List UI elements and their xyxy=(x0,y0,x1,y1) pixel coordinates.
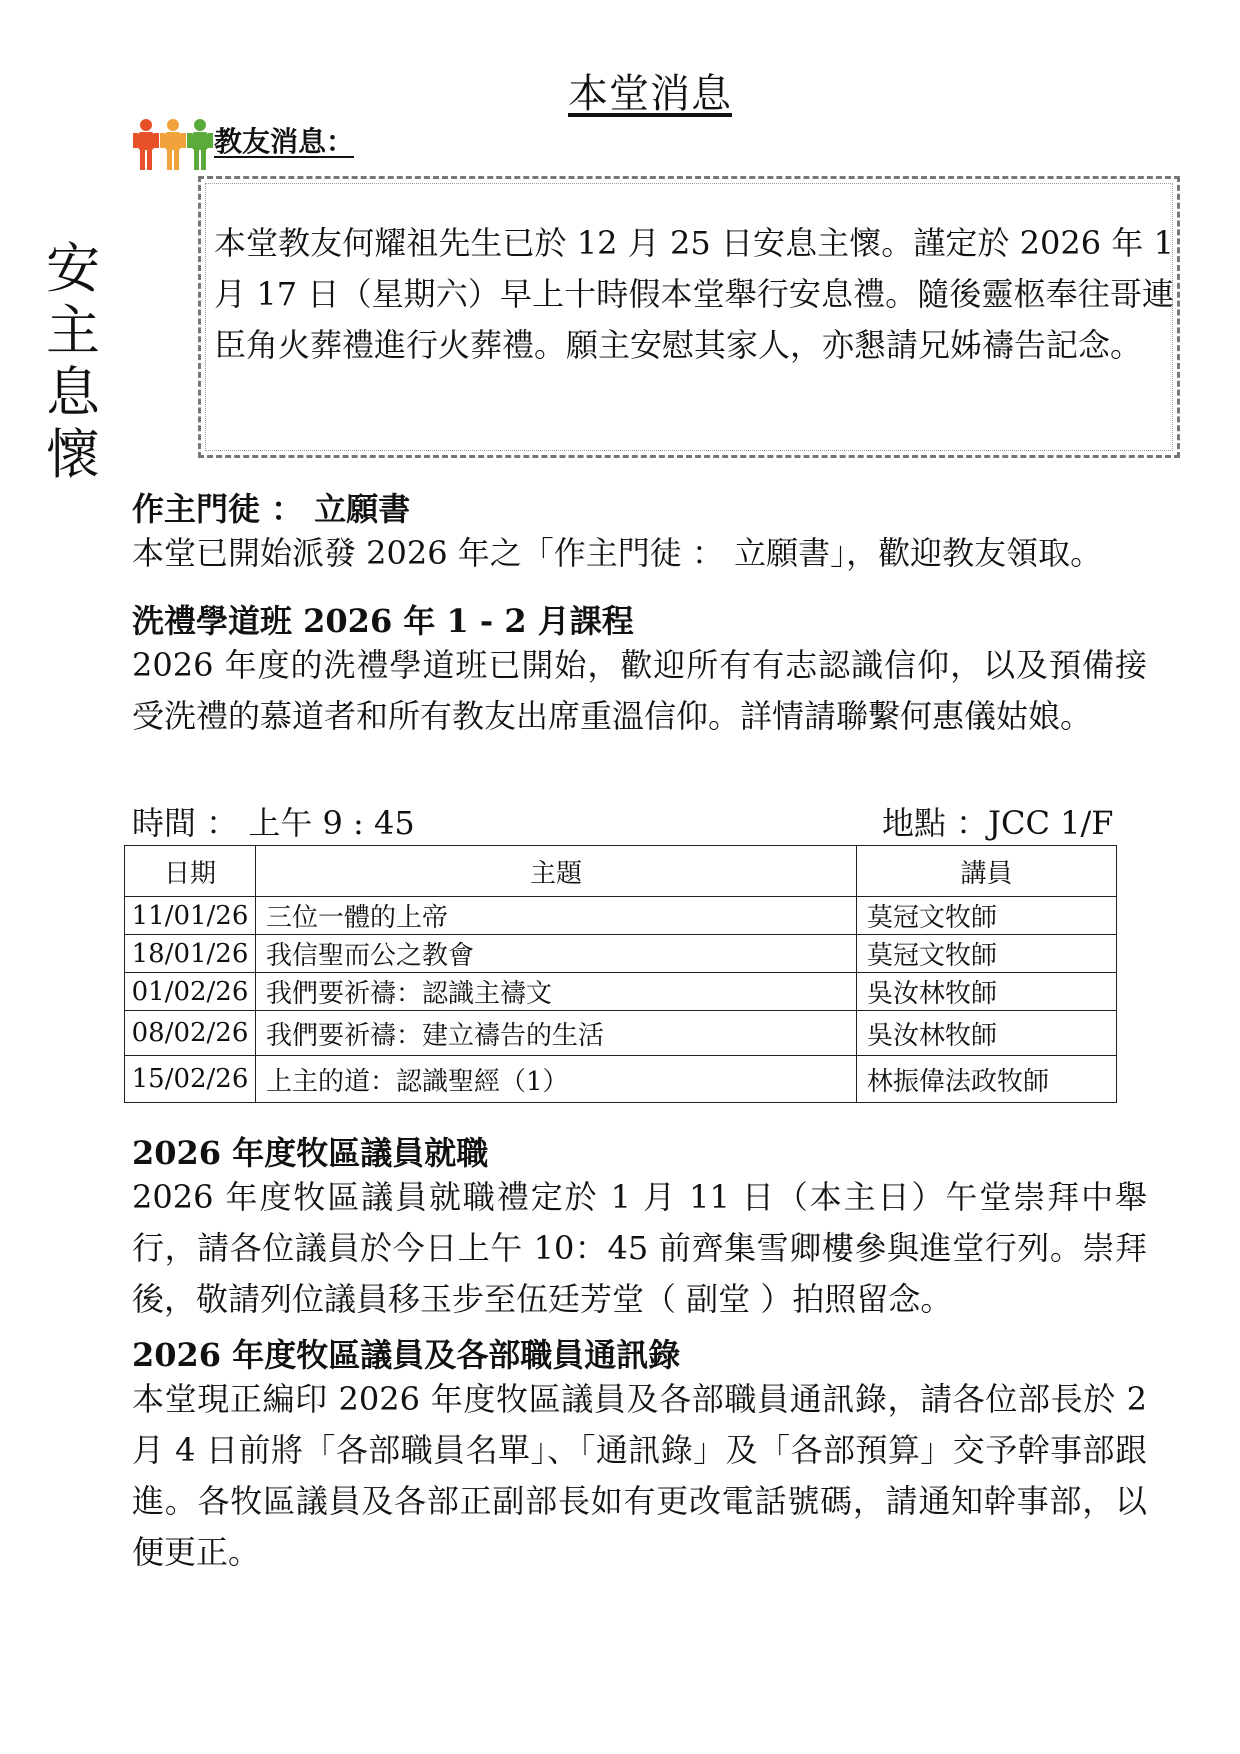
table-header-row xyxy=(125,846,1117,897)
table-row xyxy=(125,935,1117,973)
table-row xyxy=(125,1056,1117,1103)
cell-date: 01/02/26 xyxy=(125,973,256,1011)
class-location: 地點 ：JCC 1/F xyxy=(882,804,1114,842)
cell-speaker: 莫冠文牧師 xyxy=(857,897,1117,935)
page-title: 本堂消息 xyxy=(568,71,732,117)
cell-topic: 我們要祈禱：建立禱告的生活 xyxy=(256,1011,857,1056)
baptism-text: 2026 年度的洗禮學道班已開始，歡迎所有有志認識信仰，以及預備接受洗禮的慕道者和所有教友出席重溫信仰。詳情請聯繫何惠儀姑娘。 xyxy=(132,646,1147,735)
cell-date: 11/01/26 xyxy=(125,897,256,935)
cell-speaker: 莫冠文牧師 xyxy=(857,935,1117,973)
cell-topic: 三位一體的上帝 xyxy=(256,897,857,935)
cell-topic: 上主的道：認識聖經（1） xyxy=(256,1056,857,1103)
cell-speaker: 吳汝林牧師 xyxy=(857,1011,1117,1056)
cell-topic: 我信聖而公之教會 xyxy=(256,935,857,973)
table-row xyxy=(125,1011,1117,1056)
installation-text: 2026 年度牧區議員就職禮定於 1 月 11 日（本主日）午堂崇拜中舉行，請各位議員於今日上午 10：45 前齊集雪卿樓參與進堂行列。崇拜後，敬請列位議員移玉步至伍廷芳堂（ 副堂 ）拍照留念。 xyxy=(132,1178,1147,1318)
cell-date: 18/01/26 xyxy=(125,935,256,973)
table-row xyxy=(125,973,1117,1011)
column-header-date: 日期 xyxy=(125,846,256,897)
course-table xyxy=(124,845,1117,1103)
directory-text: 本堂現正編印 2026 年度牧區議員及各部職員通訊錄，請各位部長於 2 月 4 日前將「各部職員名單」、「通訊錄」及「各部預算」交予幹事部跟進。各牧區議員及各部正副部長如有更改電話號碼，請通知幹事部，以便更正。 xyxy=(132,1380,1147,1571)
baptism-heading: 洗禮學道班 2026 年 1 - 2 月課程 xyxy=(132,602,634,640)
cell-date: 08/02/26 xyxy=(125,1011,256,1056)
class-time: 時間 ： 上午 9 : 45 xyxy=(132,804,415,842)
table-row xyxy=(125,897,1117,935)
column-header-speaker: 講員 xyxy=(857,846,1117,897)
section-heading: 教友消息： xyxy=(214,125,355,158)
installation-heading: 2026 年度牧區議員就職 xyxy=(132,1134,489,1172)
cell-speaker: 林振偉法政牧師 xyxy=(857,1056,1117,1103)
memorial-text: 本堂教友何耀祖先生已於 12 月 25 日安息主懷。謹定於 2026 年 1 月 17 日（星期六）早上十時假本堂舉行安息禮。隨後靈柩奉往哥連臣角火葬禮進行火葬禮。願主安慰其家人，亦懇請兄姊禱告記念。 xyxy=(214,224,1174,364)
memorial-side-label: 安主 息懷 xyxy=(46,237,114,486)
cell-speaker: 吳汝林牧師 xyxy=(857,973,1117,1011)
disciple-text: 本堂已開始派發 2026 年之「作主門徒 ： 立願書」，歡迎教友領取。 xyxy=(132,534,1103,572)
disciple-heading: 作主門徒 ： 立願書 xyxy=(132,490,411,528)
cell-topic: 我們要祈禱：認識主禱文 xyxy=(256,973,857,1011)
directory-heading: 2026 年度牧區議員及各部職員通訊錄 xyxy=(132,1336,681,1374)
cell-date: 15/02/26 xyxy=(125,1056,256,1103)
column-header-topic: 主題 xyxy=(256,846,857,897)
people-icon xyxy=(132,118,214,170)
